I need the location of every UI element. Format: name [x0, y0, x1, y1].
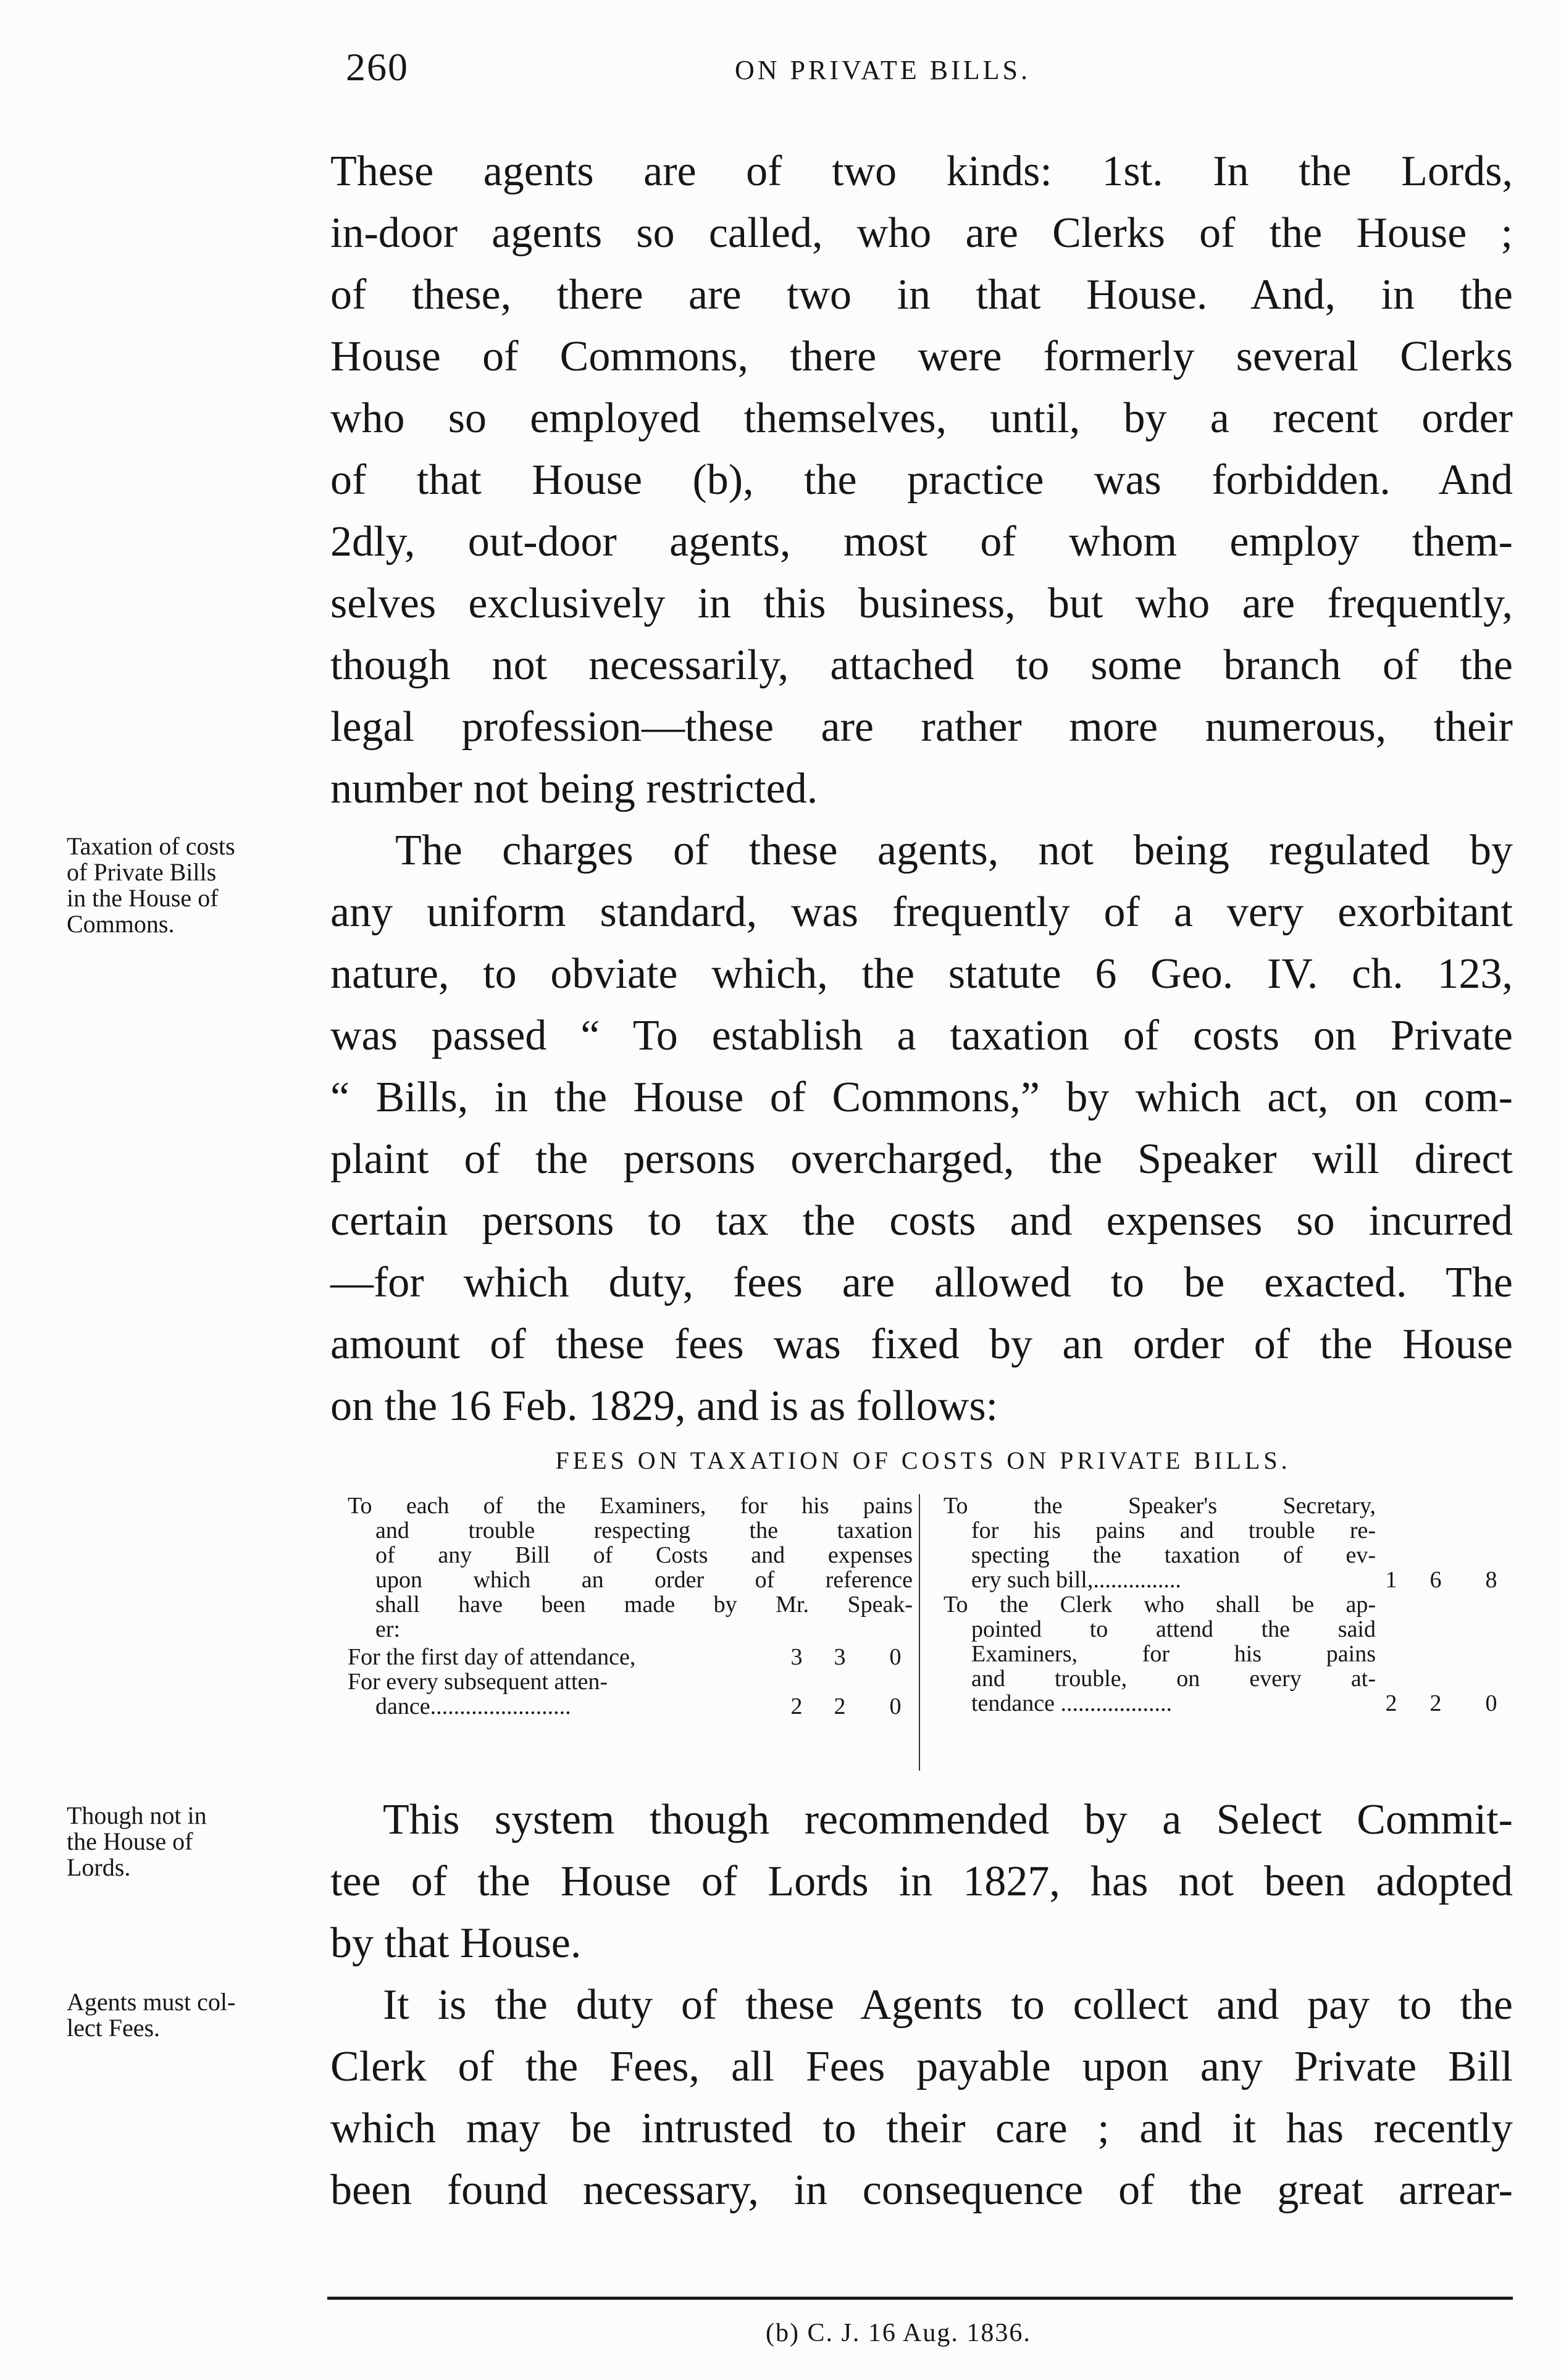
running-title: ON PRIVATE BILLS. [735, 55, 1031, 85]
fees-left-line: To each of the Examiners, for his pains [348, 1493, 913, 1519]
margin-note-line: lect Fees. [67, 2014, 161, 2042]
fee-amount: 6 [1429, 1567, 1442, 1593]
margin-note-line: Commons. [67, 910, 175, 938]
body-line: This system though recommended by a Select Commit- [383, 1796, 1513, 1843]
body-line: been found necessary, in consequence of the great arrear- [330, 2166, 1513, 2214]
fees-left-line: dance........................ [375, 1695, 571, 1719]
body-line: in-door agents so called, who are Clerks of the House ; [330, 209, 1513, 257]
body-line: certain persons to tax the costs and expenses so incurred [330, 1197, 1513, 1245]
body-line: who so employed themselves, until, by a recent order [330, 395, 1513, 442]
margin-note-taxation [67, 833, 235, 937]
body-line: —for which duty, fees are allowed to be exacted. The [330, 1259, 1513, 1306]
fees-left-line: shall have been made by Mr. Speak- [375, 1592, 913, 1618]
fees-left-line: For every subsequent atten- [348, 1669, 608, 1695]
body-line: plaint of the persons overcharged, the Speaker will direct [330, 1135, 1513, 1183]
body-line: on the 16 Feb. 1829, and is as follows: [330, 1382, 998, 1430]
fees-right-line: tendance ................... [971, 1692, 1173, 1716]
body-line: was passed “ To establish a taxation of costs on Private [330, 1012, 1513, 1059]
fees-left-line: For the first day of attendance, [348, 1644, 636, 1670]
fees-table-title: FEES ON TAXATION OF COSTS ON PRIVATE BILLS. [555, 1447, 1291, 1474]
margin-note-line: of Private Bills [67, 858, 217, 886]
body-line: of these, there are two in that House. And, in the [330, 271, 1513, 319]
body-line: selves exclusively in this business, but who are frequently, [330, 580, 1513, 627]
fees-right-column [944, 1494, 1499, 1766]
fee-amount: 2 [834, 1693, 846, 1719]
fees-right-line: Examiners, for his pains [971, 1641, 1376, 1667]
body-line: amount of these fees was fixed by an order of the House [330, 1321, 1513, 1368]
fees-left-line: and trouble respecting the taxation [375, 1518, 913, 1543]
body-line: House of Commons, there were formerly several Clerks [330, 333, 1513, 380]
margin-note-line: Agents must col- [67, 1988, 236, 2016]
fees-column-divider [919, 1494, 920, 1771]
margin-note-line: Taxation of costs [67, 832, 235, 860]
fees-right-line: pointed to attend the said [971, 1616, 1376, 1642]
fees-right-line: for his pains and trouble re- [971, 1518, 1376, 1543]
fees-right-line: specting the taxation of ev- [971, 1542, 1376, 1568]
fees-left-column [348, 1494, 913, 1766]
body-line: which may be intrusted to their care ; and it has recently [330, 2105, 1513, 2152]
margin-note-line: the House of [67, 1827, 193, 1855]
body-line: legal profession—these are rather more numerous, their [330, 703, 1513, 751]
margin-note-line: Lords. [67, 1853, 131, 1881]
page-number: 260 [346, 45, 409, 89]
fees-left-line: er: [375, 1616, 401, 1642]
body-line: Clerk of the Fees, all Fees payable upon any Private Bill [330, 2043, 1513, 2090]
fees-right-line: To the Speaker's Secretary, [944, 1493, 1376, 1519]
body-line: The charges of these agents, not being regulated by [395, 827, 1513, 874]
fees-right-line: To the Clerk who shall be ap- [944, 1592, 1376, 1618]
fee-amount: 0 [889, 1644, 902, 1670]
margin-note-fees [67, 1989, 235, 2041]
margin-note-line: Though not in [67, 1802, 207, 1829]
body-line: 2dly, out-door agents, most of whom employ them- [330, 518, 1513, 566]
body-line: by that House. [330, 1919, 582, 1967]
fee-amount: 1 [1385, 1567, 1397, 1593]
fees-left-line: upon which an order of reference [375, 1567, 913, 1593]
margin-note-lords [67, 1803, 207, 1881]
fee-amount: 0 [889, 1693, 902, 1719]
fee-amount: 2 [790, 1693, 803, 1719]
body-line: number not being restricted. [330, 765, 818, 812]
fee-amount: 8 [1485, 1567, 1497, 1593]
fee-amount: 0 [1485, 1690, 1497, 1716]
body-line: nature, to obviate which, the statute 6 Geo. IV. ch. 123, [330, 950, 1513, 998]
footnote: (b) C. J. 16 Aug. 1836. [766, 2319, 1031, 2347]
body-line: These agents are of two kinds: 1st. In the Lords, [330, 148, 1513, 195]
margin-note-line: in the House of [67, 884, 219, 912]
body-line: of that House (b), the practice was forbidden. And [330, 456, 1513, 504]
fees-right-line: and trouble, on every at- [971, 1666, 1376, 1692]
fees-right-line: ery such bill,............... [971, 1568, 1181, 1592]
body-line: any uniform standard, was frequently of a very exorbitant [330, 888, 1513, 936]
body-line: It is the duty of these Agents to collect and pay to the [383, 1981, 1513, 2029]
body-line: though not necessarily, attached to some branch of the [330, 641, 1513, 689]
body-line: “ Bills, in the House of Commons,” by which act, on com- [330, 1074, 1513, 1121]
fee-amount: 3 [790, 1644, 803, 1670]
fee-amount: 3 [834, 1644, 846, 1670]
footnote-rule [327, 2297, 1513, 2300]
fee-amount: 2 [1429, 1690, 1442, 1716]
fees-left-line: of any Bill of Costs and expenses [375, 1542, 913, 1568]
fee-amount: 2 [1385, 1690, 1397, 1716]
body-line: tee of the House of Lords in 1827, has not been adopted [330, 1858, 1513, 1905]
